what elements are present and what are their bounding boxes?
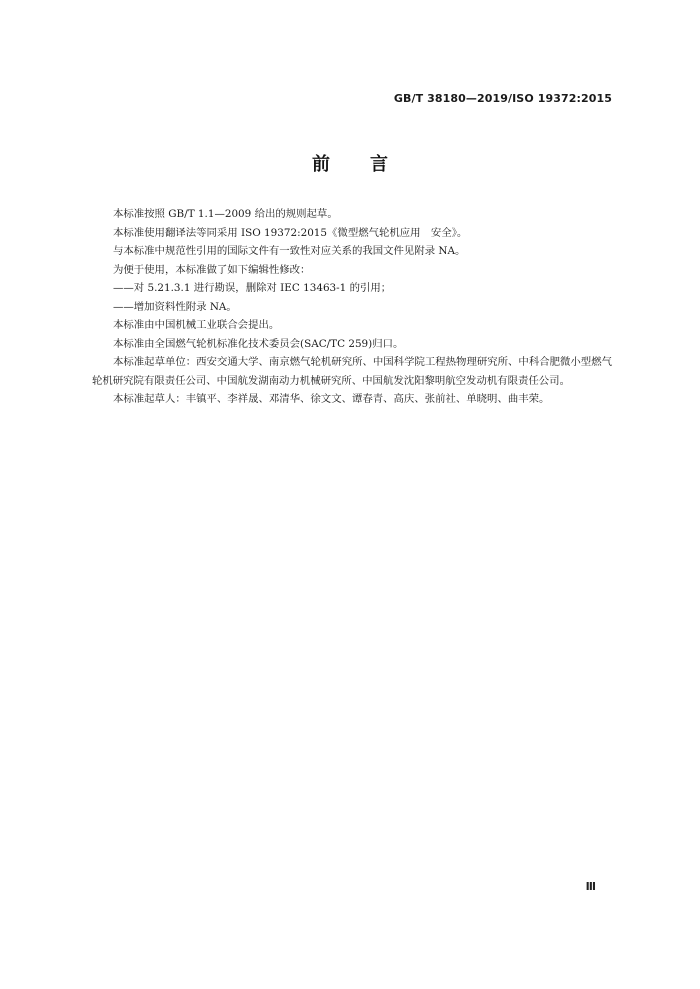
page-title: 前言 [312,154,428,175]
standard-number-header: GB/T 38180—2019/ISO 19372:2015 [393,92,612,105]
paragraph-drafters: 本标准起草人：丰镇平、李祥晟、邓清华、徐文文、谭春青、高庆、张前社、单晓明、曲丰荣。 [113,393,550,405]
document-body [92,205,612,409]
paragraph-under-jurisdiction: 本标准由全国燃气轮机标准化技术委员会(SAC/TC 259)归口。 [113,337,404,350]
list-item-erratum: ——对 5.21.3.1 进行勘误，删除对 IEC 13463-1 的引用； [113,282,392,294]
paragraph-drafting-units: 本标准起草单位：西安交通大学、南京燃气轮机研究所、中国科学院工程热物理研究所、中科合肥微小型燃气轮机研究院有限责任公司、中国航发湖南动力机械研究所、中国航发沈阳黎明航空发动机有限责任公司。 [92,356,612,387]
paragraph-drafting-rules: 本标准按照 GB/T 1.1—2009 给出的规则起草。 [113,208,338,220]
paragraph-adoption: 本标准使用翻译法等同采用 ISO 19372:2015《微型燃气轮机应用 安全》。 [113,226,468,239]
page-number: Ⅲ [585,880,596,893]
paragraph-proposed-by: 本标准由中国机械工业联合会提出。 [113,319,280,331]
paragraph-annex-reference: 与本标准中规范性引用的国际文件有一致性对应关系的我国文件见附录 NA。 [113,245,466,257]
list-item-annex-na: ——增加资料性附录 NA。 [113,300,237,313]
paragraph-editorial-intro: 为便于使用，本标准做了如下编辑性修改： [113,263,311,276]
